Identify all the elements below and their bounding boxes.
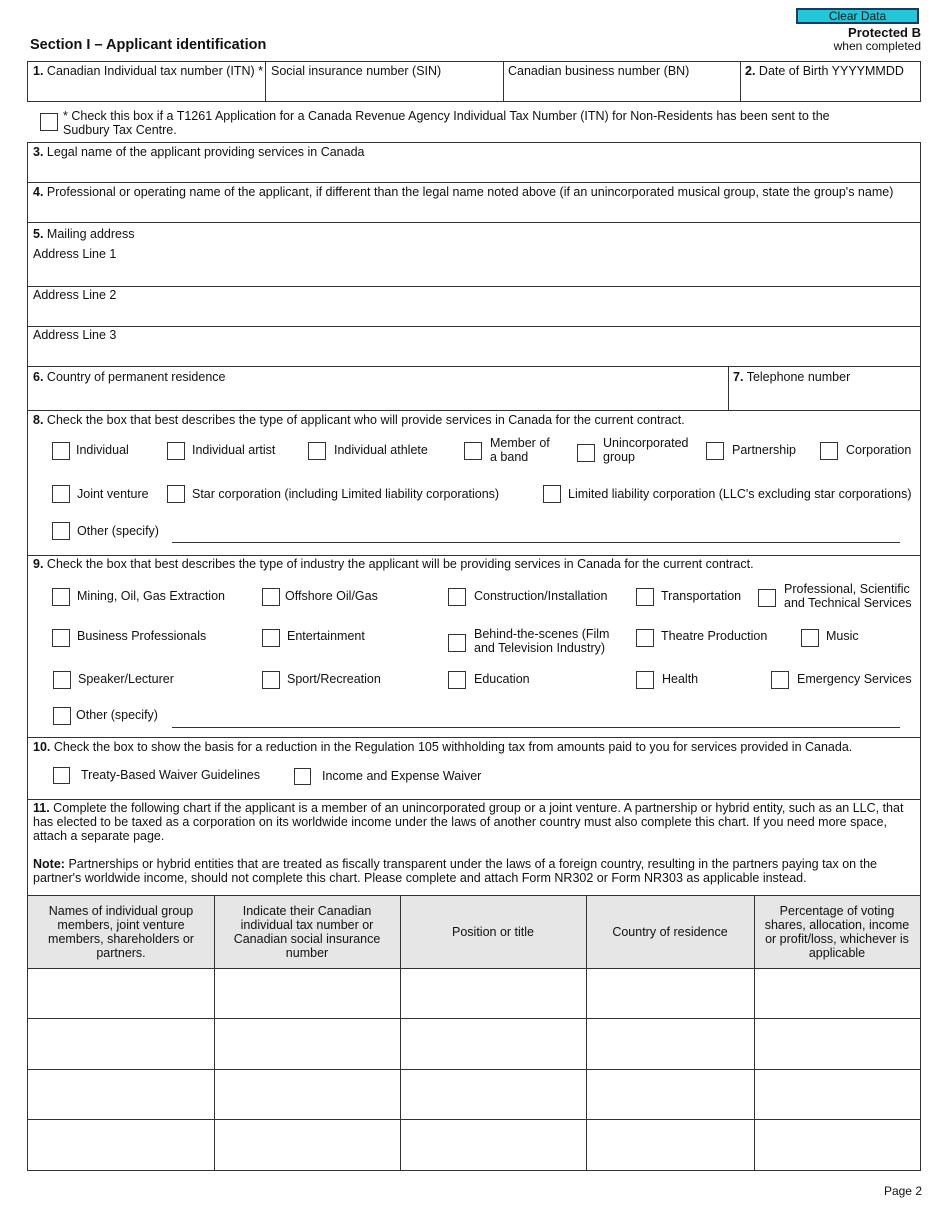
when-completed: when completed xyxy=(833,39,921,53)
option-label: Corporation xyxy=(846,443,912,457)
q8-label: 8. Check the box that best describes the type of applicant who will provide services in Canada for the current contract. xyxy=(33,413,685,427)
industry-business-checkbox[interactable] xyxy=(52,629,70,647)
option-label: Limited liability corporation (LLC's excluding star corporations) xyxy=(568,487,912,501)
option-label: Emergency Services xyxy=(797,672,912,686)
option-label: Individual athlete xyxy=(334,443,428,457)
q8-box xyxy=(27,410,921,556)
t1261-label: * Check this box if a T1261 Application for a Canada Revenue Agency Individual Tax Number (ITN) for Non-Residents has been sent to the Sudbury Tax Centre. xyxy=(63,109,830,137)
table-row[interactable] xyxy=(28,1120,920,1170)
telephone-field[interactable]: 7. Telephone number xyxy=(733,370,851,384)
industry-other-checkbox[interactable] xyxy=(53,707,71,725)
q11-note: Note: Partnerships or hybrid entities that are treated as fiscally transparent under the laws of a foreign country, resulting in the partners paying tax on the partner's worldwide income, should not complete this chart. Please complete and attach Form NR302 or Form NR303 as applicable instead. xyxy=(33,857,877,885)
divider xyxy=(740,61,741,102)
divider xyxy=(265,61,266,102)
applicant-partnership-checkbox[interactable] xyxy=(706,442,724,460)
operating-name-field[interactable]: 4. Professional or operating name of the applicant, if different than the legal name noted above (if an unincorporated musical group, state the group's name) xyxy=(33,185,894,199)
sin-field[interactable]: Social insurance number (SIN) xyxy=(271,64,442,78)
address-line-2[interactable]: Address Line 2 xyxy=(33,288,117,302)
address-line-1[interactable]: Address Line 1 xyxy=(33,247,117,261)
option-label: Individual xyxy=(76,443,129,457)
industry-transportation-checkbox[interactable] xyxy=(636,588,654,606)
applicant-other-input[interactable] xyxy=(172,542,900,543)
industry-emergency-checkbox[interactable] xyxy=(771,671,789,689)
mailing-address-label: 5. Mailing address xyxy=(33,227,135,241)
applicant-corporation-checkbox[interactable] xyxy=(820,442,838,460)
applicant-group-checkbox[interactable] xyxy=(577,444,595,462)
dob-field[interactable]: 2. Date of Birth YYYYMMDD xyxy=(745,64,904,78)
option-label: Education xyxy=(474,672,530,686)
option-label: Mining, Oil, Gas Extraction xyxy=(77,589,225,603)
table-row[interactable] xyxy=(28,1070,920,1119)
income-expense-waiver-checkbox[interactable] xyxy=(294,768,311,785)
applicant-llc-checkbox[interactable] xyxy=(543,485,561,503)
page-number: Page 2 xyxy=(883,1184,922,1198)
option-label: Transportation xyxy=(661,589,742,603)
q11-text: 11. Complete the following chart if the applicant is a member of an unincorporated group or a joint venture. A partnership or hybrid entity, such as an LLC, that has elected to be taxed as a corporation on its worldwide income under the laws of another country must also complete this chart. If you need more space, attach a separate page. xyxy=(33,801,904,843)
industry-speaker-checkbox[interactable] xyxy=(53,671,71,689)
address-line-3[interactable]: Address Line 3 xyxy=(33,328,117,342)
itn-field[interactable]: 1. Canadian Individual tax number (ITN) * xyxy=(33,64,263,78)
industry-construction-checkbox[interactable] xyxy=(448,588,466,606)
divider xyxy=(27,286,921,287)
industry-music-checkbox[interactable] xyxy=(801,629,819,647)
divider xyxy=(27,326,921,327)
industry-health-checkbox[interactable] xyxy=(636,671,654,689)
protected-label xyxy=(834,26,921,53)
mailing-address-box xyxy=(27,222,921,367)
option-label: Health xyxy=(662,672,699,686)
option-label: Business Professionals xyxy=(77,629,207,643)
col-header-position: Position or title xyxy=(400,896,586,968)
divider xyxy=(503,61,504,102)
q9-label: 9. Check the box that best describes the type of industry the applicant will be providing services in Canada for the current contract. xyxy=(33,557,754,571)
industry-offshore-checkbox[interactable] xyxy=(262,588,280,606)
treaty-waiver-checkbox[interactable] xyxy=(53,767,70,784)
option-label: Star corporation (including Limited liability corporations) xyxy=(192,487,500,501)
industry-behind-scenes-checkbox[interactable] xyxy=(448,634,466,652)
option-label: Speaker/Lecturer xyxy=(78,672,174,686)
q10-label: 10. Check the box to show the basis for a reduction in the Regulation 105 withholding tax from amounts paid to you for services provided in Canada. xyxy=(33,740,853,754)
industry-professional-checkbox[interactable] xyxy=(758,589,776,607)
divider xyxy=(728,366,729,411)
option-label: Offshore Oil/Gas xyxy=(285,589,378,603)
industry-sport-checkbox[interactable] xyxy=(262,671,280,689)
option-label: Professional, Scientific and Technical Services xyxy=(784,582,912,610)
option-label: Behind-the-scenes (Film and Television Industry) xyxy=(474,627,610,655)
option-label: Music xyxy=(826,629,859,643)
option-label: Treaty-Based Waiver Guidelines xyxy=(81,768,261,782)
applicant-athlete-checkbox[interactable] xyxy=(308,442,326,460)
option-label: Sport/Recreation xyxy=(287,672,381,686)
col-header-tax-number: Indicate their Canadian individual tax number or Canadian social insurance number xyxy=(214,896,400,968)
industry-theatre-checkbox[interactable] xyxy=(636,629,654,647)
divider xyxy=(27,182,921,183)
applicant-star-corp-checkbox[interactable] xyxy=(167,485,185,503)
option-label: Partnership xyxy=(732,443,796,457)
applicant-joint-venture-checkbox[interactable] xyxy=(52,485,70,503)
applicant-other-checkbox[interactable] xyxy=(52,522,70,540)
applicant-band-checkbox[interactable] xyxy=(464,442,482,460)
option-label: Individual artist xyxy=(192,443,276,457)
col-header-percentage: Percentage of voting shares, allocation, income or profit/loss, whichever is applicable xyxy=(754,896,920,968)
clear-data-button[interactable]: Clear Data xyxy=(796,8,919,24)
option-label: Joint venture xyxy=(77,487,149,501)
col-header-names: Names of individual group members, joint venture members, shareholders or partners. xyxy=(28,896,214,968)
industry-mining-checkbox[interactable] xyxy=(52,588,70,606)
option-label: Construction/Installation xyxy=(474,589,608,603)
country-residence-field[interactable]: 6. Country of permanent residence xyxy=(33,370,226,384)
option-label: Other (specify) xyxy=(77,524,159,538)
option-label: Member of a band xyxy=(490,436,550,464)
option-label: Unincorporated group xyxy=(603,436,689,464)
option-label: Theatre Production xyxy=(661,629,768,643)
legal-name-field[interactable]: 3. Legal name of the applicant providing services in Canada xyxy=(33,145,365,159)
applicant-artist-checkbox[interactable] xyxy=(167,442,185,460)
industry-other-input[interactable] xyxy=(172,727,900,728)
t1261-checkbox[interactable] xyxy=(40,113,58,131)
col-header-country: Country of residence xyxy=(586,896,754,968)
option-label: Other (specify) xyxy=(76,708,158,722)
option-label: Entertainment xyxy=(287,629,365,643)
protected-b: Protected B xyxy=(848,25,921,40)
table-row[interactable] xyxy=(28,969,920,1018)
industry-entertainment-checkbox[interactable] xyxy=(262,629,280,647)
applicant-individual-checkbox[interactable] xyxy=(52,442,70,460)
industry-education-checkbox[interactable] xyxy=(448,671,466,689)
table-row[interactable] xyxy=(28,1019,920,1069)
bn-field[interactable]: Canadian business number (BN) xyxy=(508,64,690,78)
option-label: Income and Expense Waiver xyxy=(322,769,482,783)
section-title: Section I – Applicant identification xyxy=(30,37,267,53)
